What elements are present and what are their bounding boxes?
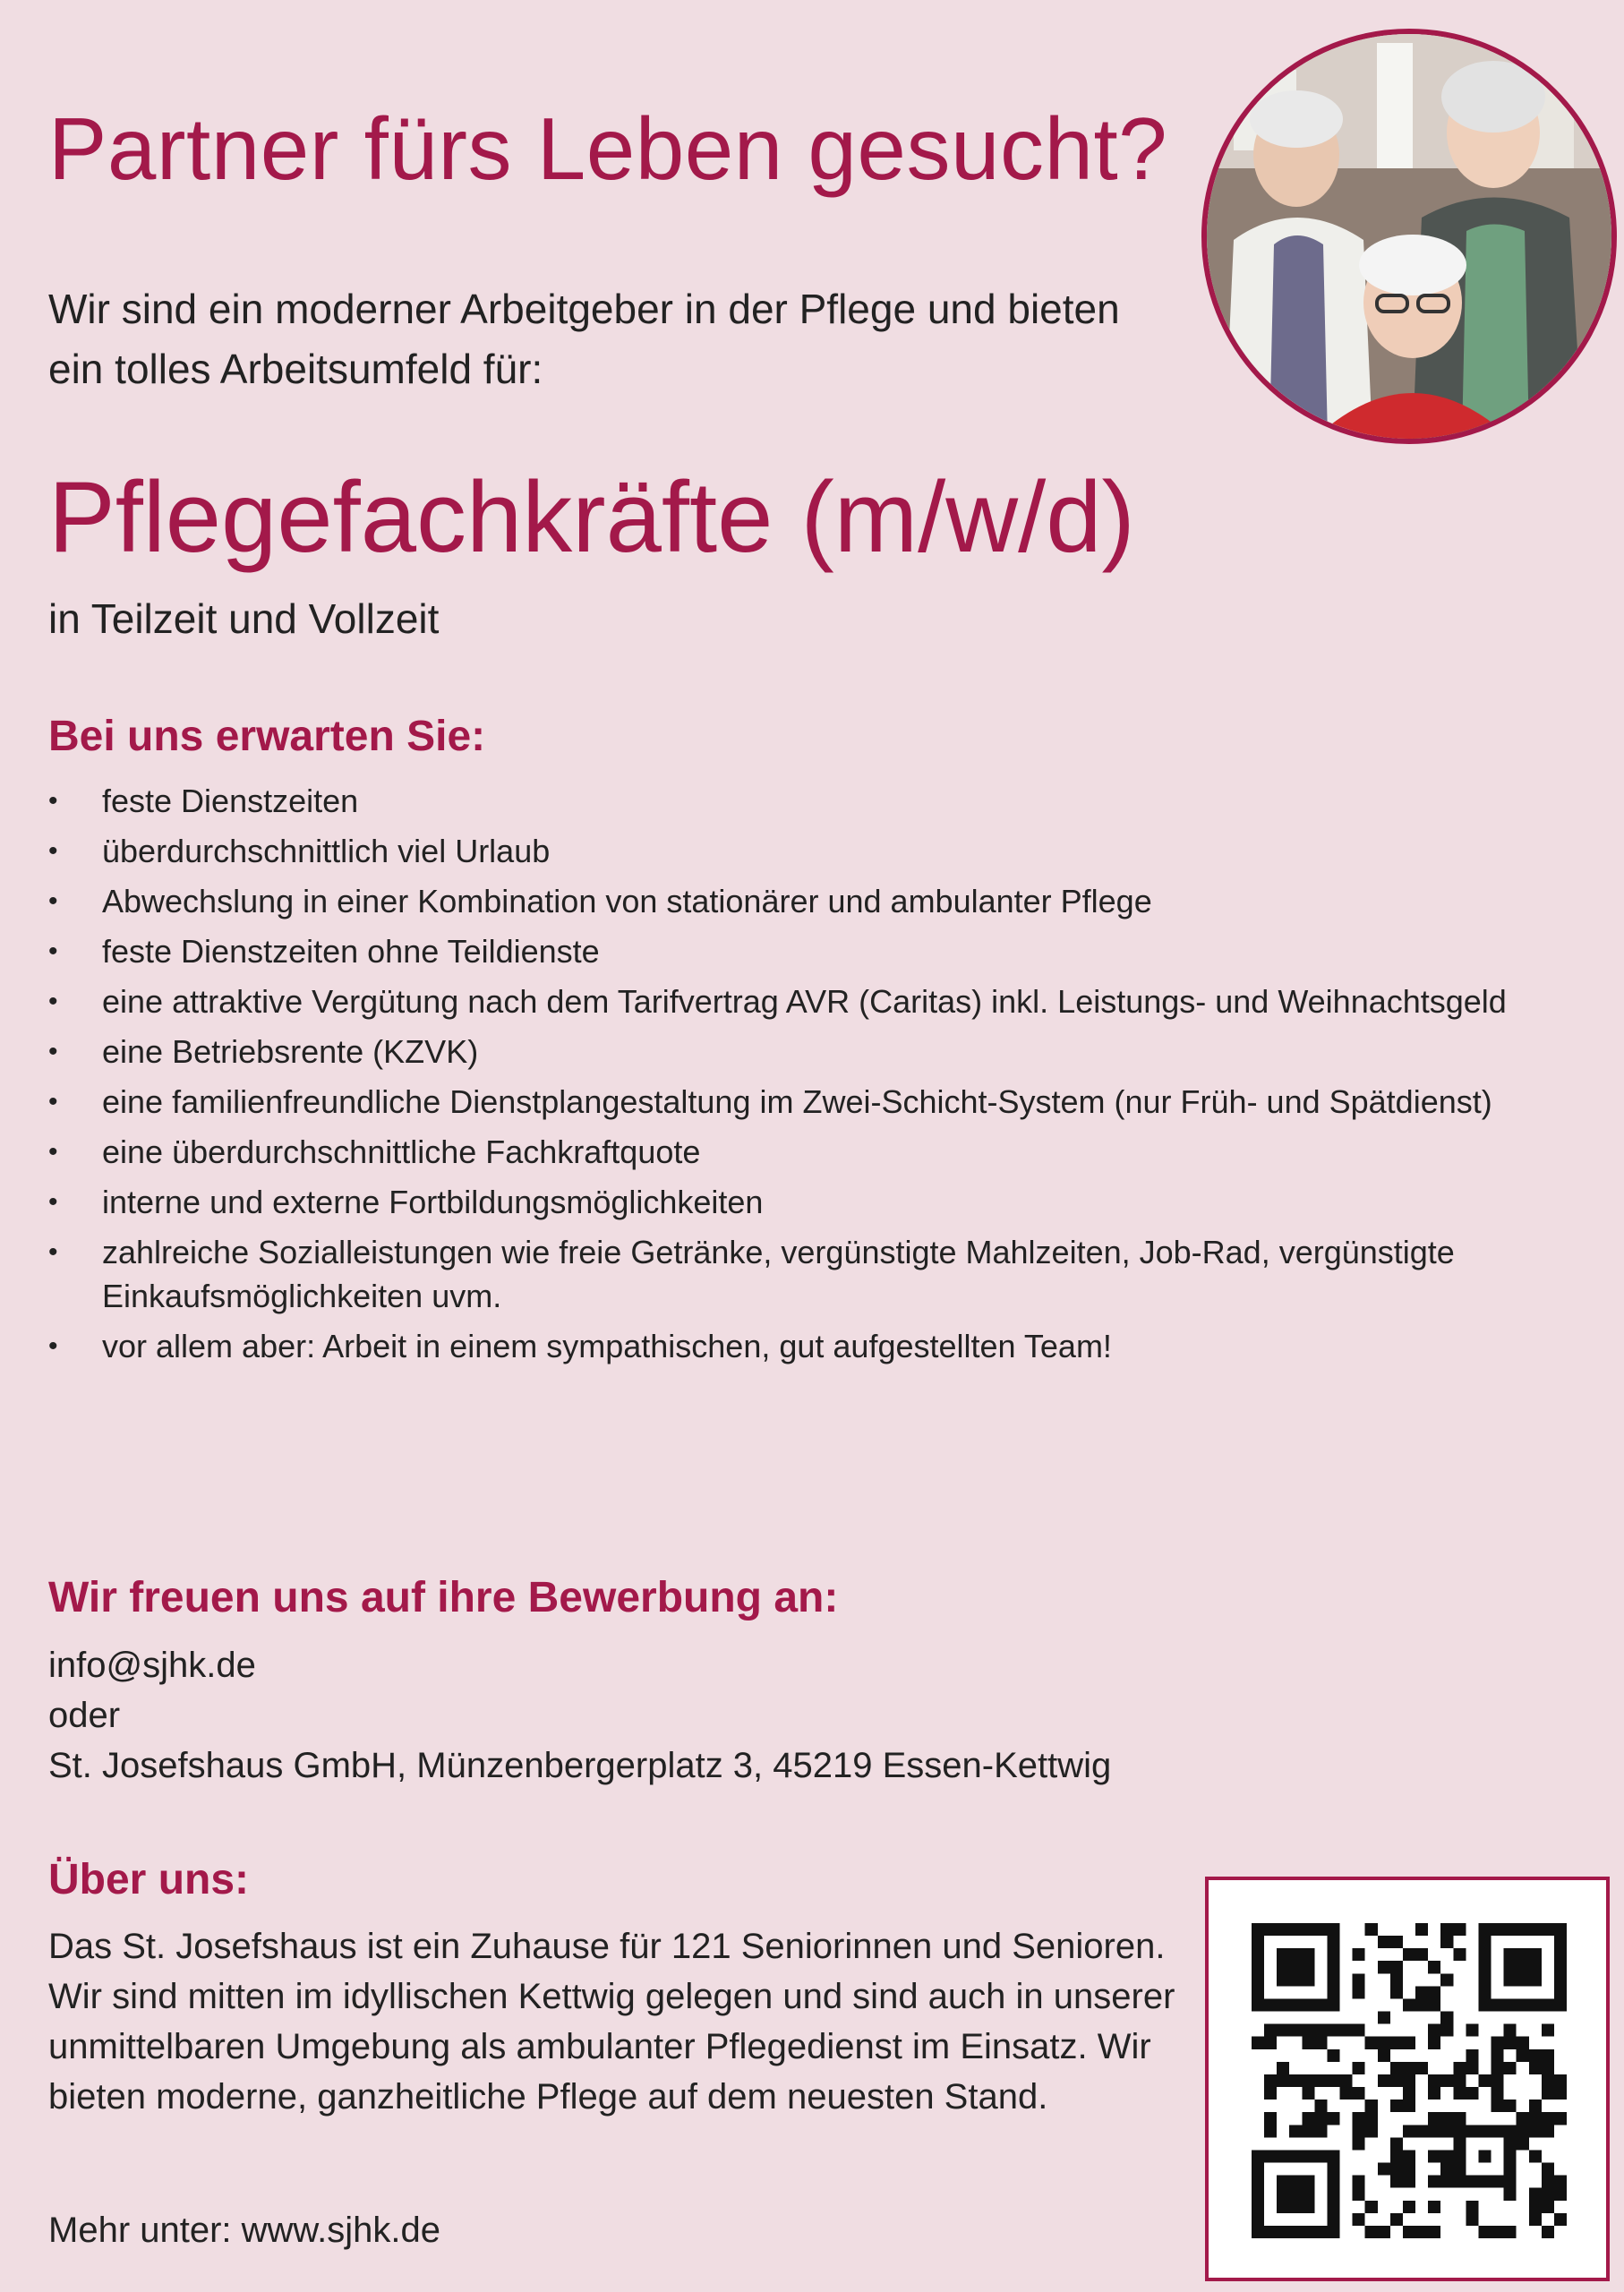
- bullet-icon: •: [48, 1331, 58, 1361]
- intro-text: Wir sind ein moderner Arbeitgeber in der Pflege und bieten ein tolles Arbeitsumfeld für:: [48, 286, 1120, 392]
- website-link: Mehr unter: www.sjhk.de: [48, 2211, 440, 2250]
- bullet-icon: •: [48, 1137, 58, 1167]
- bullet-icon: •: [48, 786, 58, 816]
- bullet-icon: •: [48, 987, 58, 1016]
- bullet-icon: •: [48, 1187, 58, 1217]
- job-title: Pflegefachkräfte (m/w/d): [48, 461, 1135, 573]
- bullet-icon: •: [48, 836, 58, 866]
- bullet-icon: •: [48, 936, 58, 966]
- bullet-icon: •: [48, 1237, 58, 1267]
- benefit-text: feste Dienstzeiten ohne Teildienste: [102, 933, 600, 970]
- benefit-text: eine überdurchschnittliche Fachkraftquote: [102, 1133, 701, 1170]
- list-item: [48, 1180, 1552, 1224]
- benefit-text: eine Betriebsrente (KZVK): [102, 1033, 479, 1070]
- contact-block: [48, 1640, 1111, 1791]
- email-address: info@sjhk.de: [48, 1646, 256, 1685]
- bullet-icon: •: [48, 886, 58, 916]
- list-item: [48, 929, 1552, 973]
- list-item: [48, 1324, 1552, 1368]
- benefit-text: eine attraktive Vergütung nach dem Tarifvertrag AVR (Caritas) inkl. Leistungs- und Weihnachtsgeld: [102, 983, 1507, 1020]
- list-item: [48, 1080, 1552, 1124]
- list-item: [48, 979, 1552, 1023]
- headline: Partner fürs Leben gesucht?: [48, 99, 1168, 198]
- list-item: [48, 1230, 1552, 1318]
- benefit-text: eine familienfreundliche Dienstplangestaltung im Zwei-Schicht-System (nur Früh- und Spätdienst): [102, 1083, 1492, 1120]
- apply-heading: Wir freuen uns auf ihre Bewerbung an:: [48, 1574, 839, 1621]
- contact-separator: oder: [48, 1696, 121, 1735]
- bullet-icon: •: [48, 1037, 58, 1066]
- qr-code-frame: [1205, 1877, 1610, 2281]
- benefit-text: Abwechslung in einer Kombination von stationärer und ambulanter Pflege: [102, 883, 1152, 919]
- benefit-text: zahlreiche Sozialleistungen wie freie Getränke, vergünstigte Mahlzeiten, Job-Rad, vergünstigte Einkaufsmöglichkeiten uvm.: [102, 1234, 1455, 1314]
- postal-address: St. Josefshaus GmbH, Münzenbergerplatz 3, 45219 Essen-Kettwig: [48, 1746, 1112, 1785]
- list-item: [48, 1130, 1552, 1174]
- benefit-text: vor allem aber: Arbeit in einem sympathischen, gut aufgestellten Team!: [102, 1328, 1112, 1364]
- list-item: [48, 829, 1552, 873]
- benefits-list: [48, 779, 1552, 1374]
- about-heading: Über uns:: [48, 1856, 250, 1903]
- benefit-text: interne und externe Fortbildungsmöglichkeiten: [102, 1184, 764, 1220]
- senior-women-photo: [1201, 29, 1617, 444]
- benefit-text: überdurchschnittlich viel Urlaub: [102, 833, 551, 869]
- about-text: Das St. Josefshaus ist ein Zuhause für 121 Seniorinnen und Senioren. Wir sind mitten im idyllischen Kettwig gelegen und sind auch in unserer unmittelbaren Umgebung als ambulanter Pflegedienst im Einsatz. Wir bieten moderne, ganzheitliche Pflege auf dem neuesten Stand.: [48, 1927, 1175, 2117]
- offers-heading: Bei uns erwarten Sie:: [48, 713, 486, 760]
- benefit-text: feste Dienstzeiten: [102, 783, 359, 819]
- bullet-icon: •: [48, 1087, 58, 1116]
- list-item: [48, 779, 1552, 823]
- list-item: [48, 879, 1552, 923]
- list-item: [48, 1030, 1552, 1073]
- job-subtitle: in Teilzeit und Vollzeit: [48, 595, 440, 642]
- qr-code-icon: [1252, 1923, 1567, 2238]
